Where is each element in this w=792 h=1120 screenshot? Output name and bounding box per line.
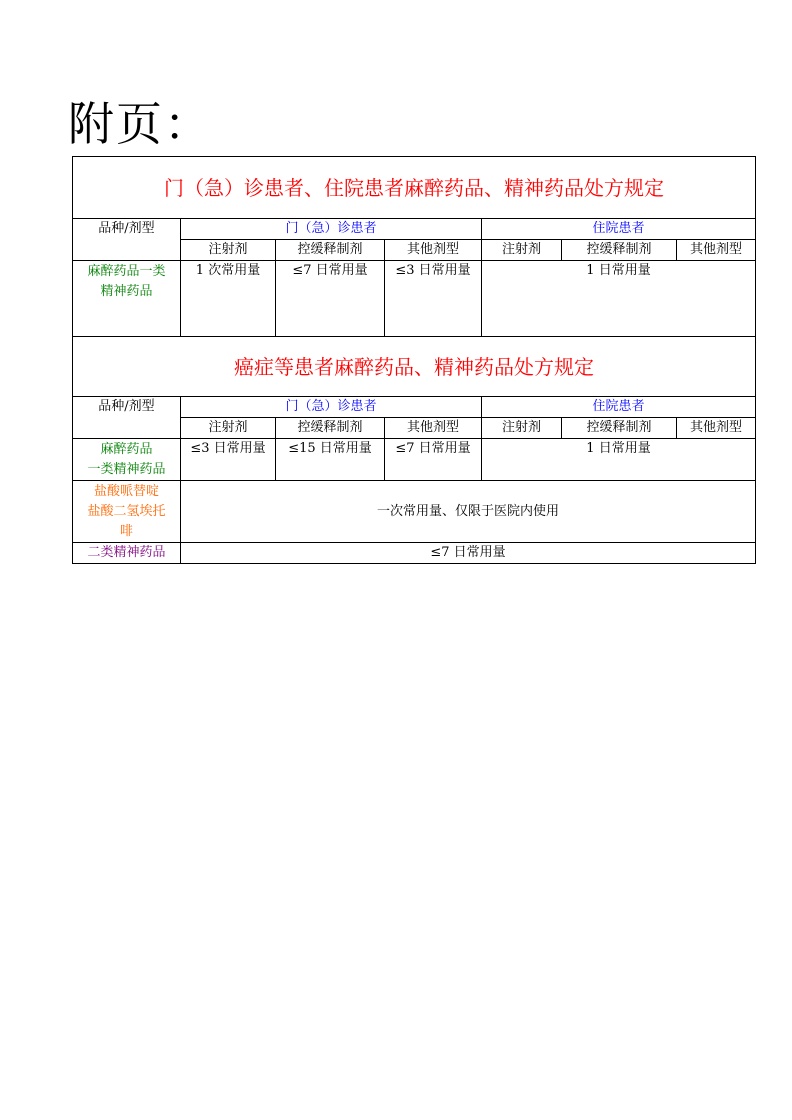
section1-subheader: 其他剂型 [385, 240, 482, 261]
section2-subheader: 注射剂 [482, 418, 562, 439]
section1-subheader: 注射剂 [181, 240, 276, 261]
prescription-rules-table [72, 156, 756, 564]
section2-row1-category-line2: 一类精神药品 [87, 462, 166, 477]
section2-inpatient-header: 住院患者 [482, 397, 756, 418]
section1-inpatient-header: 住院患者 [482, 219, 756, 240]
section2-subheader: 其他剂型 [385, 418, 482, 439]
section1-row1-value: ≤3 日常用量 [385, 261, 482, 337]
section2-row2-rule: 一次常用量、仅限于医院内使用 [181, 481, 756, 543]
section2-row2-drug-line2: 盐酸二氢埃托 [87, 504, 166, 519]
section2-subheader: 控缓释制剂 [562, 418, 677, 439]
page-heading: 附页： [68, 97, 212, 151]
section2-subheader: 注射剂 [181, 418, 276, 439]
section2-row3-rule: ≤7 日常用量 [181, 543, 756, 564]
section1-subheader: 控缓释制剂 [276, 240, 385, 261]
section2-row2-drugs [73, 481, 181, 543]
section2-row1-value: ≤15 日常用量 [276, 439, 385, 481]
section1-col-header: 品种/剂型 [73, 219, 181, 261]
section2-row1-inpatient: 1 日常用量 [482, 439, 756, 481]
section1-row1-category-line1: 麻醉药品一类 [87, 264, 166, 279]
section2-row1-category [73, 439, 181, 481]
section1-row1-value: ≤7 日常用量 [276, 261, 385, 337]
section1-row1-inpatient: 1 日常用量 [482, 261, 756, 337]
section1-row1-category [73, 261, 181, 337]
section2-row3-category: 二类精神药品 [73, 543, 181, 564]
section1-outpatient-header: 门（急）诊患者 [181, 219, 482, 240]
section1-subheader: 注射剂 [482, 240, 562, 261]
section1-row1-value: 1 次常用量 [181, 261, 276, 337]
section1-row1-category-line2: 精神药品 [100, 284, 153, 299]
section2-col-header: 品种/剂型 [73, 397, 181, 439]
section1-title: 门（急）诊患者、住院患者麻醉药品、精神药品处方规定 [73, 157, 756, 219]
section2-row1-category-line1: 麻醉药品 [100, 442, 153, 457]
section2-subheader: 控缓释制剂 [276, 418, 385, 439]
section1-subheader: 其他剂型 [677, 240, 756, 261]
section2-row2-drug-line3: 啡 [119, 524, 133, 539]
section2-row2-drug-line1: 盐酸哌替啶 [93, 484, 159, 499]
section2-title: 癌症等患者麻醉药品、精神药品处方规定 [73, 337, 756, 397]
section2-row1-value: ≤7 日常用量 [385, 439, 482, 481]
section2-subheader: 其他剂型 [677, 418, 756, 439]
section2-outpatient-header: 门（急）诊患者 [181, 397, 482, 418]
section1-subheader: 控缓释制剂 [562, 240, 677, 261]
section2-row1-value: ≤3 日常用量 [181, 439, 276, 481]
